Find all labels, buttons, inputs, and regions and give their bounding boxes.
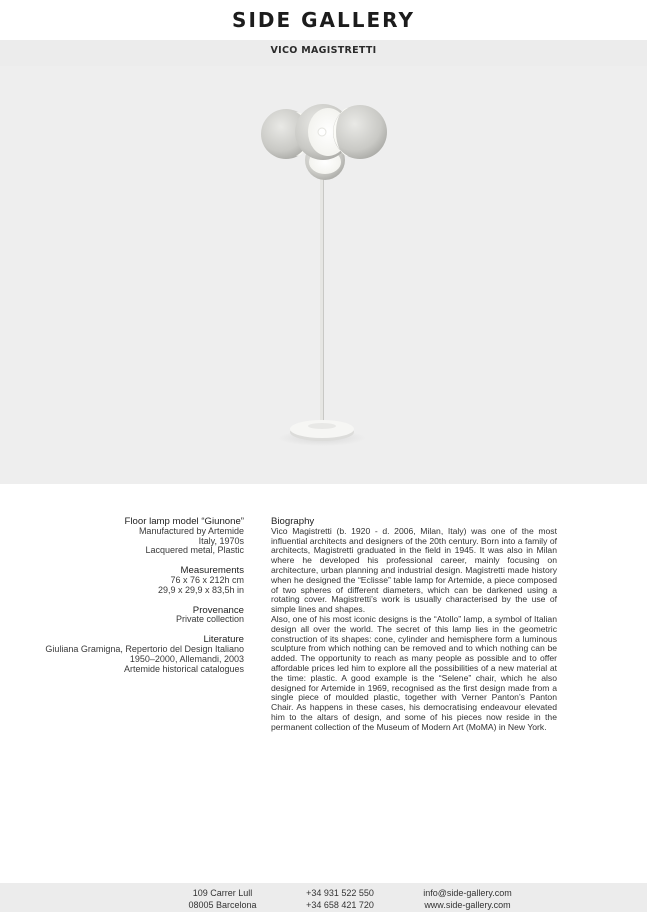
footer-website-link[interactable]: www.side-gallery.com: [424, 900, 511, 910]
gallery-name: SIDE GALLERY: [232, 8, 415, 32]
measurements-in: 29,9 x 29,9 x 83,5h in: [157, 584, 244, 595]
provenance-value: Private collection: [175, 614, 244, 625]
measurements-heading: Measurements: [180, 565, 244, 577]
floor-lamp-illustration: [0, 66, 647, 484]
footer-contact: [405, 887, 530, 911]
literature-line-2: 1950–2000, Allemandi, 2003: [129, 653, 244, 664]
footer-phones: [290, 887, 390, 911]
biography: [271, 517, 557, 733]
biography-heading: Biography: [271, 516, 315, 527]
footer-street: 109 Carrer Lull: [192, 888, 253, 898]
literature-line-3: Artemide historical catalogues: [123, 663, 244, 674]
footer-address: [170, 887, 275, 911]
material: Lacquered metal, Plastic: [145, 545, 244, 556]
biography-paragraph-1: Vico Magistretti (b. 1920 - d. 2006, Milan, Italy) was one of the most influential architects and designers of the 20th century. Born into a family of architects, Magistretti graduated in the field in 1945. It was also in Milan where he developed his professional career, mainly focusing on architecture, urban planning and industrial design. Magistretti made history when he designed the “Eclisse” table lamp for Artemide, a piece composed of two spheres of different diameters, which can be darkened using a rotating cover. Magistretti’s work is usually characterised by the use of simple lines and shapes.: [271, 525, 557, 615]
provenance-heading: Provenance: [192, 604, 244, 616]
biography-paragraph-2: Also, one of his most iconic designs is the “Atollo” lamp, a symbol of Italian design all over the world. The secret of this lamp lies in the geometric construction of its shapes: cone, cylinder and hemisphere form a luminous sculpture from which nothing can be removed and to which nothing can be added. The opportunity to reach as many people as possible and to offer affordable prices led him to explore all the possibilities of a new material at the time: plastic. A good example is the “Selene” chair, which he also designed for Artemide in 1969, recognised as the first design made from a single piece of moulded plastic, together with Verner Panton’s Panton Chair. As happens in these cases, his democratising endeavour elevated him to the altars of design, and some of his pieces now reside in the permanent collection of the Museum of Modern Art (MoMA) in New York.: [271, 613, 557, 732]
footer-phone-2[interactable]: +34 658 421 720: [306, 900, 374, 910]
origin: Italy, 1970s: [198, 535, 244, 546]
literature-heading: Literature: [203, 634, 244, 646]
product-title: Floor lamp model “Giunone”: [124, 516, 244, 527]
footer: [0, 883, 647, 912]
literature-line-1: Giuliana Gramigna, Repertorio del Design Italiano: [45, 643, 244, 654]
footer-city: 08005 Barcelona: [188, 900, 257, 910]
measurements-cm: 76 x 76 x 212h cm: [170, 574, 244, 585]
product-photo: [0, 66, 647, 484]
footer-email-link[interactable]: info@side-gallery.com: [423, 888, 512, 898]
footer-phone-1[interactable]: +34 931 522 550: [306, 888, 374, 898]
manufacturer: Manufactured by Artemide: [138, 525, 244, 536]
designer-name: VICO MAGISTRETTI: [270, 45, 377, 56]
product-details: [20, 517, 244, 684]
